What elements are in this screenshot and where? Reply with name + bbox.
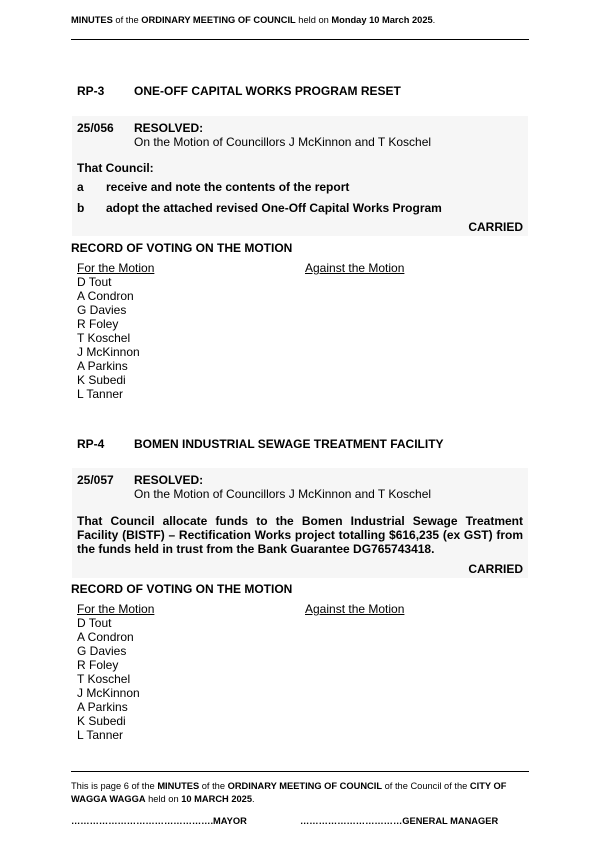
- resolution-letter: b: [77, 201, 85, 215]
- voter-name: R Foley: [77, 317, 119, 331]
- for-motion-heading: For the Motion: [77, 602, 155, 616]
- voter-name: K Subedi: [77, 714, 126, 728]
- record-heading: RECORD OF VOTING ON THE MOTION: [71, 582, 293, 596]
- voter-name: R Foley: [77, 658, 119, 672]
- resolution-text: That Council allocate funds to the Bomen Industrial Sewage Treatment Facility (BISTF) – Rectification Works project totalling $616,235 (ex GST) from the funds held in trust from the Bank Guarantee DG765743418.: [77, 514, 523, 556]
- voter-name: A Parkins: [77, 359, 128, 373]
- against-motion-heading: Against the Motion: [305, 602, 405, 616]
- header-date: Monday 10 March 2025: [331, 15, 433, 25]
- resolution-number: 25/056: [77, 121, 114, 135]
- resolution-block: [72, 116, 528, 236]
- footer-text: of the Council of the: [382, 781, 470, 791]
- footer-date: 10 MARCH 2025: [181, 794, 253, 804]
- that-council: That Council:: [77, 161, 154, 175]
- voter-name: T Koschel: [77, 672, 131, 686]
- voter-name: D Tout: [77, 275, 112, 289]
- item-title: BOMEN INDUSTRIAL SEWAGE TREATMENT FACILITY: [134, 437, 444, 451]
- against-motion-heading: Against the Motion: [305, 261, 405, 275]
- resolution-letter: a: [77, 180, 84, 194]
- footer-text: held on: [145, 794, 182, 804]
- motion-text: On the Motion of Councillors J McKinnon and T Koschel: [134, 135, 432, 149]
- footer-council: CITY OF WAGGA WAGGA: [71, 781, 507, 804]
- voter-name: L Tanner: [77, 728, 124, 742]
- mayor-signature-line: ……………………………………….MAYOR: [71, 816, 247, 826]
- footer-text: This is page 6 of the: [71, 781, 158, 791]
- footer-meeting: ORDINARY MEETING OF COUNCIL: [227, 781, 383, 791]
- voter-name: D Tout: [77, 616, 112, 630]
- voter-name: G Davies: [77, 644, 127, 658]
- header-text: of the: [112, 15, 142, 25]
- record-heading: RECORD OF VOTING ON THE MOTION: [71, 241, 293, 255]
- header-divider: [71, 39, 529, 40]
- motion-text: On the Motion of Councillors J McKinnon and T Koschel: [134, 487, 432, 501]
- voter-name: K Subedi: [77, 373, 126, 387]
- for-votes-list: [77, 275, 140, 401]
- item-code: RP-4: [77, 437, 105, 451]
- resolved-label: RESOLVED:: [134, 473, 204, 487]
- header-text: held on: [295, 15, 332, 25]
- voter-name: A Condron: [77, 289, 134, 303]
- resolution-block: [72, 468, 528, 578]
- status-carried: CARRIED: [468, 562, 523, 576]
- footer-text: of the: [199, 781, 228, 791]
- footer-minutes: MINUTES: [157, 781, 200, 791]
- item-title: ONE-OFF CAPITAL WORKS PROGRAM RESET: [134, 84, 401, 98]
- resolved-label: RESOLVED:: [134, 121, 204, 135]
- footer-divider: [71, 771, 529, 772]
- page-footer: [71, 780, 531, 806]
- footer-text: .: [252, 794, 255, 804]
- voter-name: A Condron: [77, 630, 134, 644]
- page-header: [71, 15, 435, 25]
- general-manager-signature-line: ……………………………GENERAL MANAGER: [300, 816, 499, 826]
- voter-name: A Parkins: [77, 700, 128, 714]
- resolution-number: 25/057: [77, 473, 114, 487]
- resolution-text: receive and note the contents of the report: [106, 180, 350, 194]
- status-carried: CARRIED: [468, 220, 523, 234]
- item-code: RP-3: [77, 84, 105, 98]
- for-motion-heading: For the Motion: [77, 261, 155, 275]
- header-text: .: [432, 15, 436, 25]
- voter-name: L Tanner: [77, 387, 124, 401]
- voter-name: T Koschel: [77, 331, 131, 345]
- for-votes-list: [77, 616, 140, 742]
- voter-name: J McKinnon: [77, 345, 140, 359]
- header-meeting: ORDINARY MEETING OF COUNCIL: [141, 15, 296, 25]
- voter-name: J McKinnon: [77, 686, 140, 700]
- voter-name: G Davies: [77, 303, 127, 317]
- header-minutes: MINUTES: [71, 15, 113, 25]
- resolution-text: adopt the attached revised One-Off Capital Works Program: [106, 201, 442, 215]
